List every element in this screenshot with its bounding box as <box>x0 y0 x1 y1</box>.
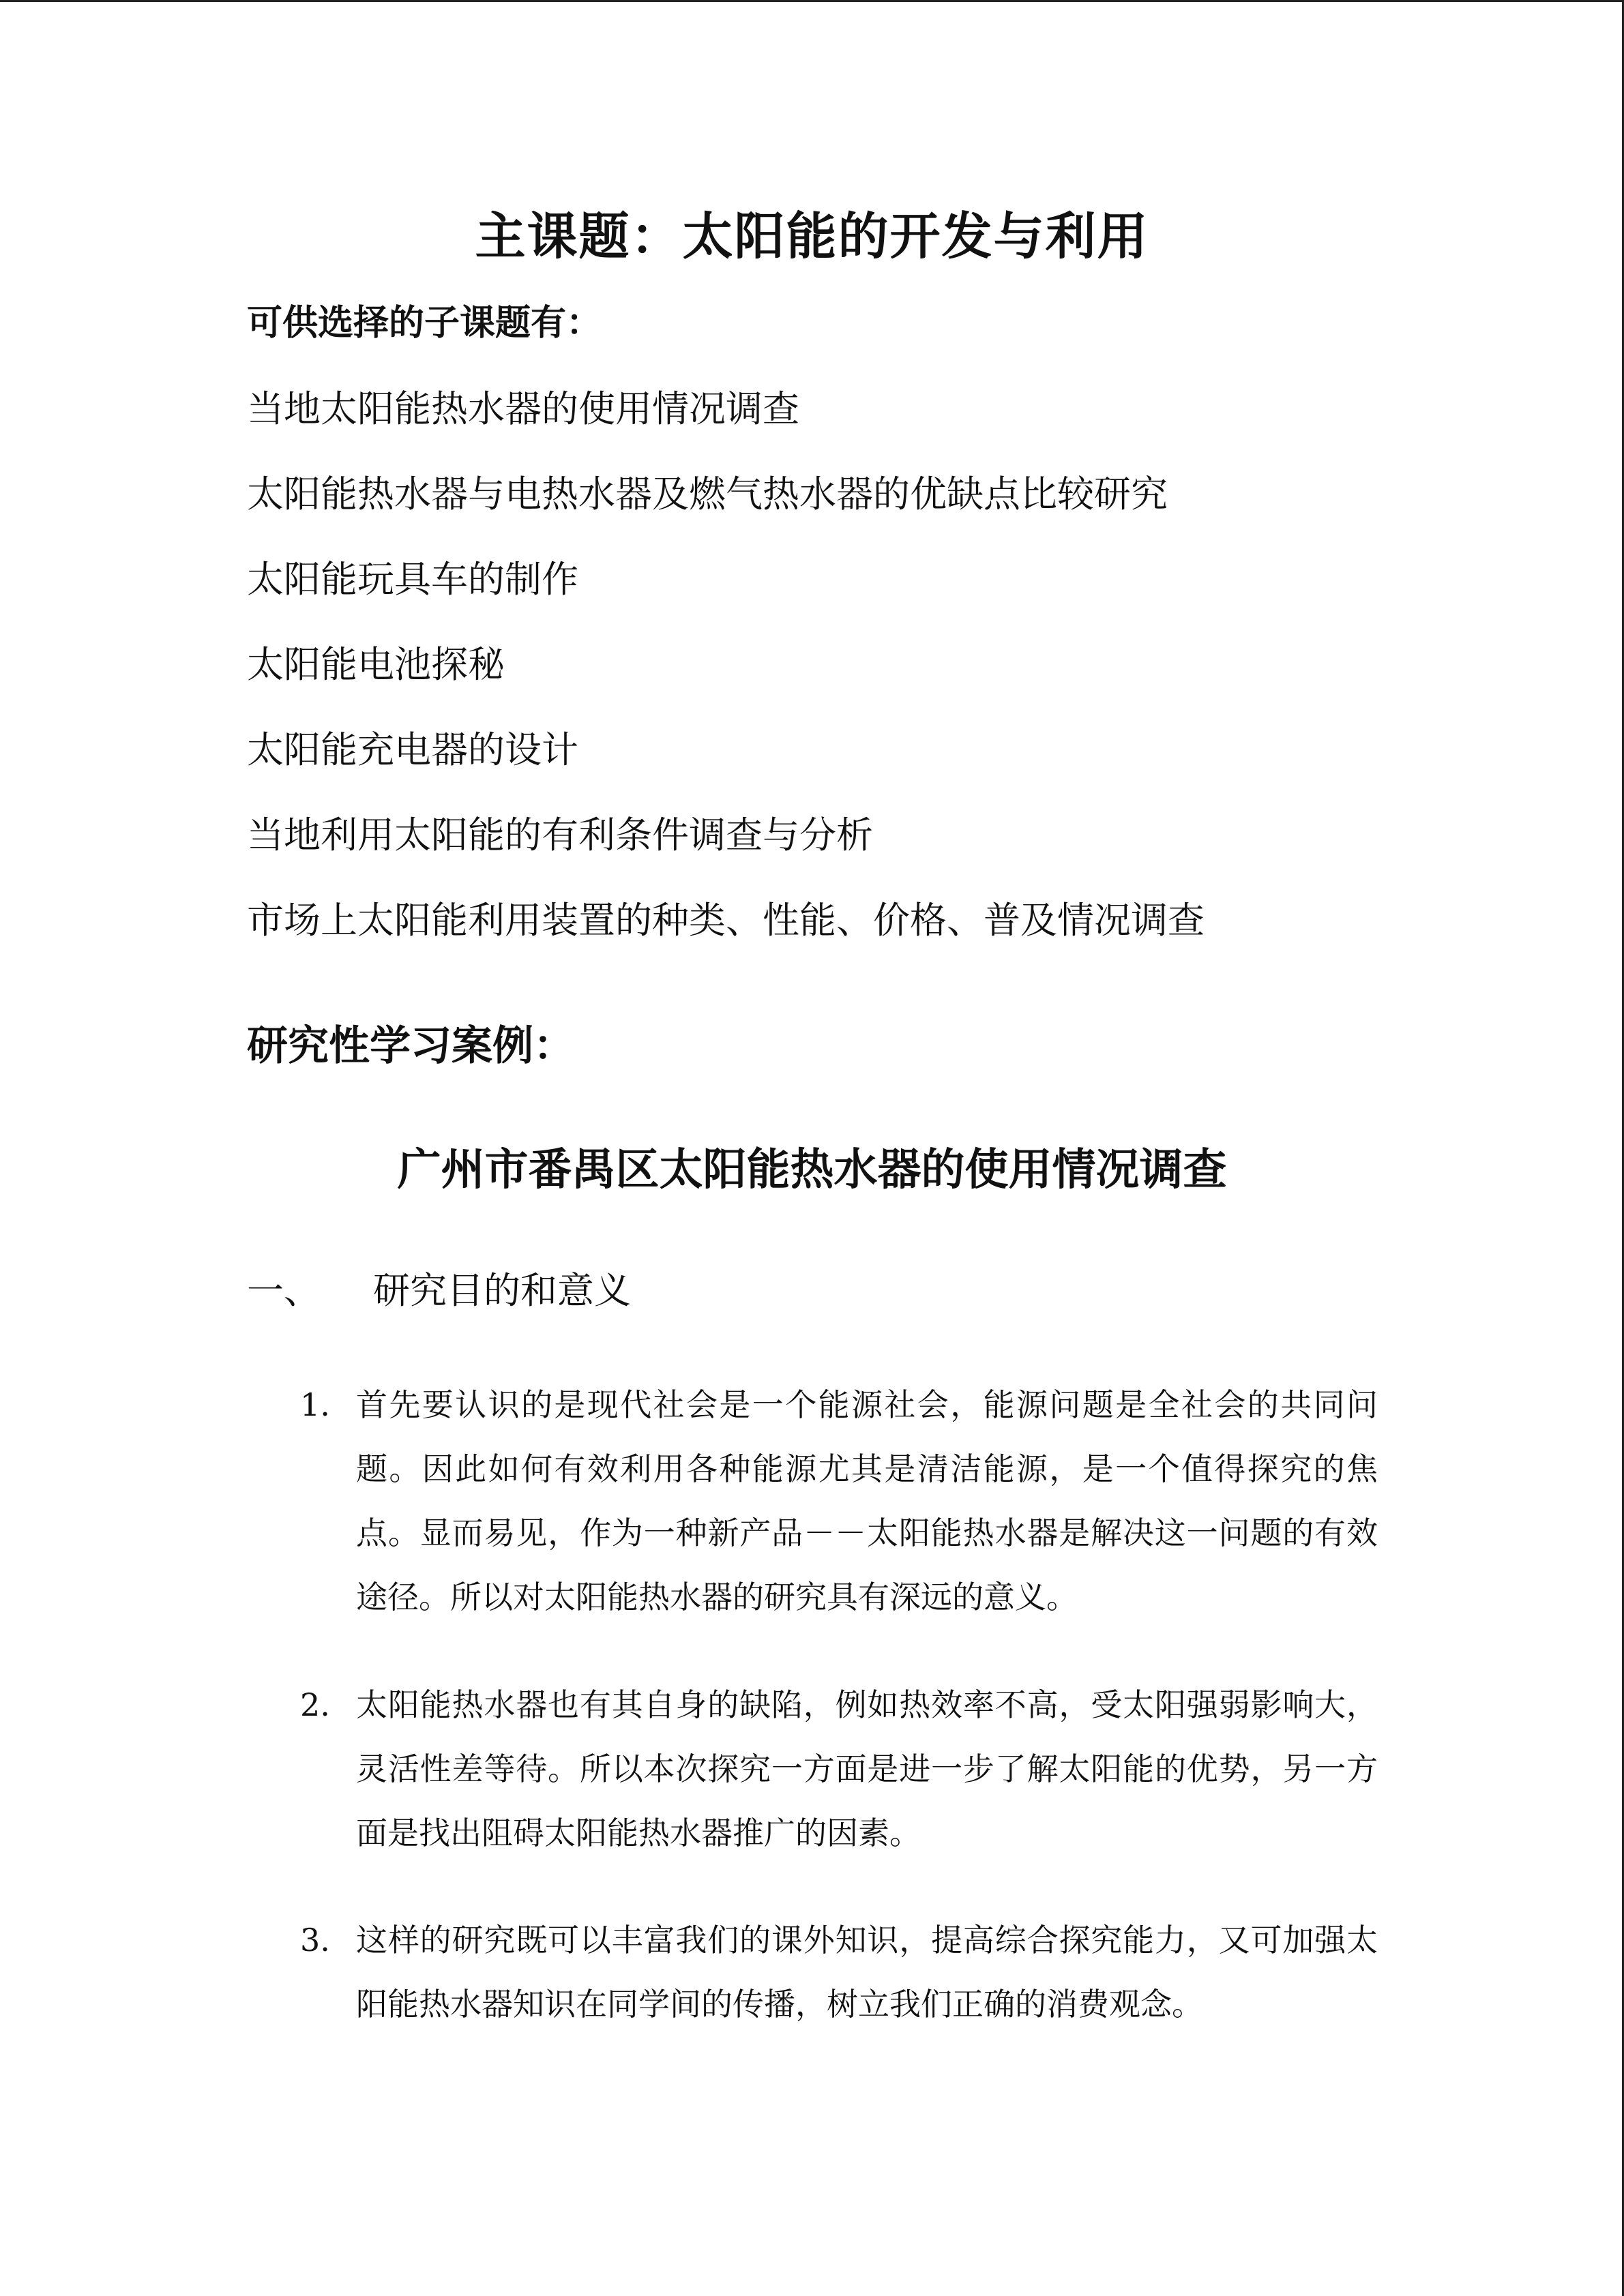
list-marker: 3. <box>300 1922 330 1958</box>
list-item <box>300 1373 1378 1629</box>
main-title: 主课题：太阳能的开发与利用 <box>475 207 1149 266</box>
subtopic-item: 太阳能玩具车的制作 <box>247 558 578 601</box>
case-heading: 研究性学习案例： <box>247 1022 574 1070</box>
section-number: 一、 <box>247 1269 321 1312</box>
list-item-text: 这样的研究既可以丰富我们的课外知识，提高综合探究能力，又可加强太阳能热水器知识在同学间的传播，树立我们正确的消费观念。 <box>356 1922 1378 2023</box>
list-item-text: 太阳能热水器也有其自身的缺陷，例如热效率不高，受太阳强弱影响大，灵活性差等待。所以本次探究一方面是进一步了解太阳能的优势，另一方面是找出阻碍太阳能热水器推广的因素。 <box>356 1686 1378 1851</box>
subtopic-item: 太阳能热水器与电热水器及燃气热水器的优缺点比较研究 <box>247 473 1168 516</box>
list-marker: 2. <box>300 1686 330 1723</box>
section-title: 研究目的和意义 <box>373 1269 631 1312</box>
subtopic-item: 市场上太阳能利用装置的种类、性能、价格、普及情况调查 <box>247 899 1205 942</box>
list-item <box>300 1908 1378 2036</box>
subtopic-item: 太阳能充电器的设计 <box>247 728 578 771</box>
subtopic-item: 太阳能电池探秘 <box>247 643 505 686</box>
case-title: 广州市番禺区太阳能热水器的使用情况调查 <box>397 1144 1227 1195</box>
subtopic-item: 当地利用太阳能的有利条件调查与分析 <box>247 814 873 856</box>
section-heading <box>247 1269 631 1313</box>
list-marker: 1. <box>300 1386 330 1423</box>
subtopics-heading: 可供选择的子课题有： <box>247 302 602 344</box>
subtopic-item: 当地太阳能热水器的使用情况调查 <box>247 387 799 430</box>
list-item <box>300 1673 1378 1865</box>
list-item-text: 首先要认识的是现代社会是一个能源社会，能源问题是全社会的共同问题。因此如何有效利用各种能源尤其是清洁能源，是一个值得探究的焦点。显而易见，作为一种新产品－－太阳能热水器是解决这一问题的有效途径。所以对太阳能热水器的研究具有深远的意义。 <box>356 1386 1378 1615</box>
